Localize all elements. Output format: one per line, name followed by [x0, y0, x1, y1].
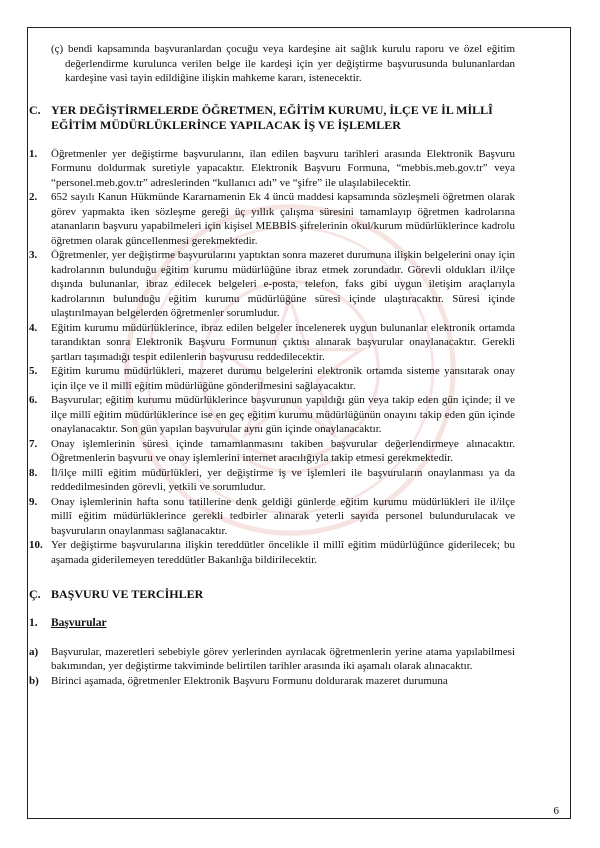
list-item: a) Başvurular, mazeretleri sebebiyle görev yerlerinden ayrılacak öğretmenlerin yerine atama yapılabilmesi bakımından, yer değiştirme takviminde belirtilen tarihler arasında iki aşamalı olarak alınacaktır.	[29, 645, 515, 672]
list-item: (ç) bendi kapsamında başvuranlardan çocuğu veya kardeşine ait sağlık kurulu raporu ve özel eğitim değerlendirme kurulunca verilen belge ile kardeşi için yer değiştirme başvurusunda bulunanlardan kardeşine vasi tayin edildiğine ilişkin mahkeme kararı, istenecektir.	[51, 43, 516, 84]
page-number: 6	[553, 805, 559, 817]
list-item: 9. Onay işlemlerinin hafta sonu tatillerine denk geldiği günlerde eğitim kurumu müdürlükleri ile il/ilçe millî eğitim müdürlüklerince gerekli tedbirler alınarak yeterli sayıda personel bulundurulacak ve başvuruların onaylanması sağlanacaktır.	[29, 495, 515, 537]
list-item: 8. İl/ilçe millî eğitim müdürlükleri, yer değiştirme iş ve işlemleri ile başvuruların onaylanması ya da reddedilmesinden görevli, yetkili ve sorumludur.	[29, 466, 515, 493]
list-item: 3. Öğretmenler, yer değiştirme başvurularını yaptıktan sonra mazeret durumuna ilişkin belgelerini onay için kadrolarının bulunduğu eğitim kurumu müdürlüğüne ibraz etmek zorundadır. Görevli oldukları il/ilçe dışında bulunanlar, ibraz edilecek belgeleri e-posta, telefon, faks gibi uygun iletişim araçlarıyla kadrolarının bulunduğu eğitim kurumu müdürlüğüne süresi içinde ulaştıracaktır. Süresi içinde ulaştırılmayan belgelerden öğretmenler sorumludur.	[29, 249, 515, 319]
section-c-list	[29, 147, 515, 568]
section-heading-c: C. YER DEĞİŞTİRMELERDE ÖĞRETMEN, EĞİTİM KURUMU, İLÇE VE İL MİLLÎ EĞİTİM MÜDÜRLÜKLERİNCE YAPILACAK İŞ VE İŞLEMLER	[29, 102, 493, 132]
list-item: 4. Eğitim kurumu müdürlüklerince, ibraz edilen belgeler incelenerek uygun bulunanlar elektronik ortamda tarandıktan sonra Elektronik Başvuru Formunun çıktısı alınarak başvurular onaylanacaktır. Gerekli şartları taşımadığı tespit edilenlerin başvurusu reddedilecektir.	[29, 321, 515, 363]
list-item: 7. Onay işlemlerinin süresi içinde tamamlanmasını takiben başvurular değerlendirmeye alınacaktır. Öğretmenlerin başvuru ve onay işlemlerini internet aracılığıyla takip etmesi gerekmektedir.	[29, 437, 515, 464]
section-heading-cc: Ç. BAŞVURU VE TERCİHLER	[29, 587, 204, 601]
section-cc-list	[29, 645, 515, 689]
list-item: 1. Öğretmenler yer değiştirme başvurularını, ilan edilen başvuru tarihleri arasında Elektronik Başvuru Formunu doldurmak suretiyle yapacaktır. Elektronik Başvuru Formuna, “mebbis.meb.gov.tr” veya “personel.meb.gov.tr” adreslerinden “kullanıcı adı” ve “şifre” ile ulaşılabilecektir.	[29, 147, 515, 189]
list-item: 2. 652 sayılı Kanun Hükmünde Kararnamenin Ek 4 üncü maddesi kapsamında sözleşmeli öğretmen olarak görev yapmakta iken sözleşme gereği üç yıllık çalışma süresini tamamlayıp öğretmen kadrolarına atananların başvuru yapabilmeleri için kişisel MEBBİS şifrelerinin okul/kurum müdürlüklerince kadrolu öğretmen olarak güncellenmesi gerekmektedir.	[29, 191, 515, 247]
list-item: b) Birinci aşamada, öğretmenler Elektronik Başvuru Formunu doldurarak mazeret durumuna	[29, 674, 448, 687]
subsection-heading: 1. Başvurular	[29, 617, 107, 629]
list-item: 6. Başvurular; eğitim kurumu müdürlüklerince başvurunun yapıldığı gün veya takip eden gün içinde; il ve ilçe millî eğitim müdürlüklerince ise en geç eğitim kurumu müdürlüğünün onayını takip eden gün içinde onaylanacaktır. Son gün yapılan başvurular aynı gün içinde onaylanacaktır.	[29, 394, 515, 435]
list-item: 5. Eğitim kurumu müdürlükleri, mazeret durumu belgelerini elektronik ortamda sisteme yansıtarak onay için ilçe ve il millî eğitim müdürlüğüne gönderilmesini sağlayacaktır.	[29, 365, 515, 392]
document-body	[29, 42, 516, 688]
list-item: 10. Yer değiştirme başvurularına ilişkin tereddütler öncelikle il millî eğitim müdürlüğünce giderilecek; bu aşamada giderilemeyen tereddütler Bakanlığa bildirilecektir.	[29, 539, 515, 566]
